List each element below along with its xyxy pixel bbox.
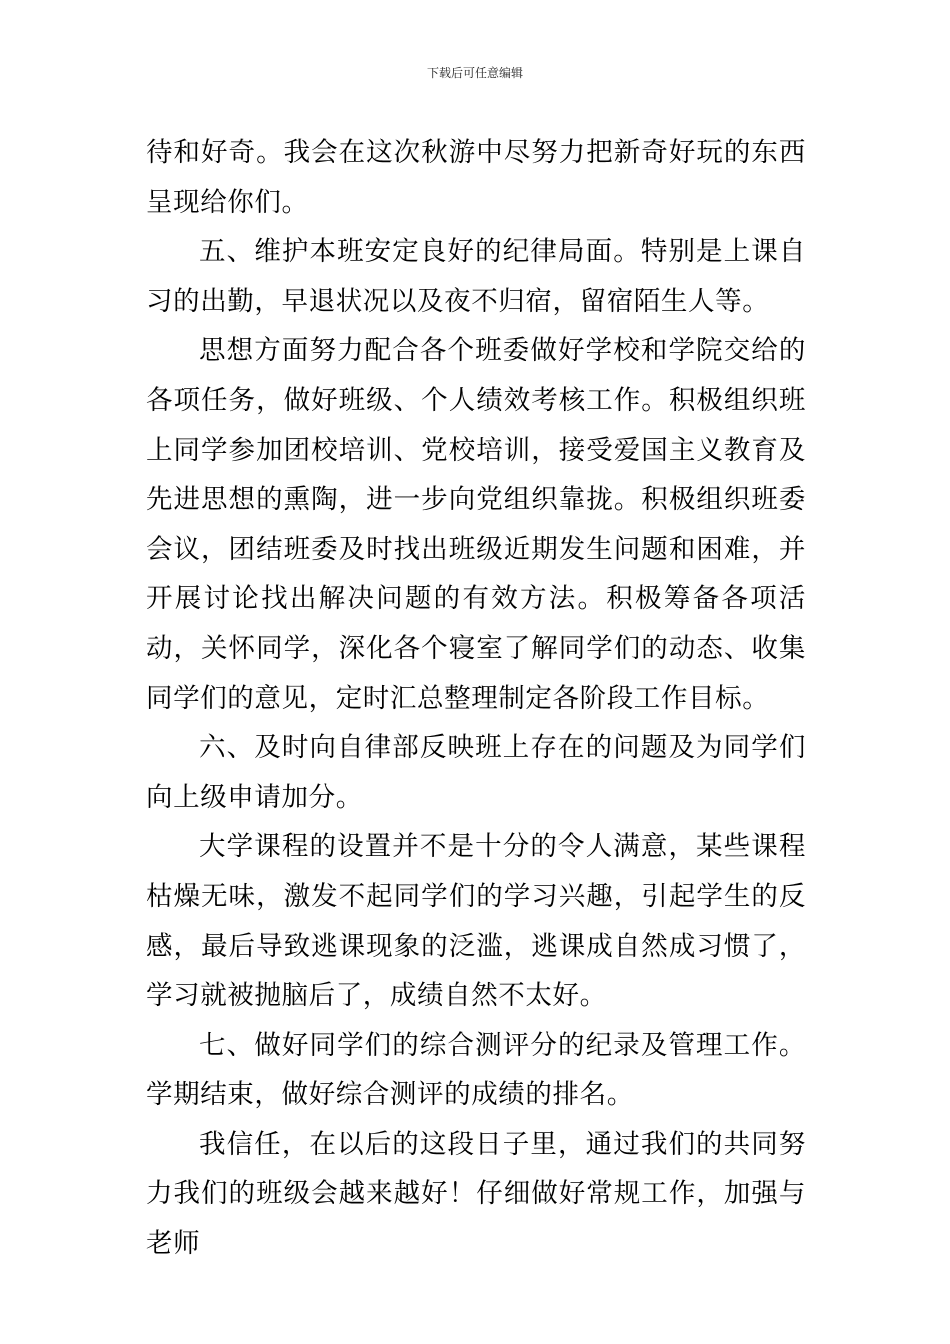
paragraph-courses: 大学课程的设置并不是十分的令人满意，某些课程枯燥无味，激发不起同学们的学习兴趣，引起学生的反感，最后导致逃课现象的泛滥，逃课成自然成习惯了，学习就被抛脑后了，成绩自然不太好。	[146, 831, 806, 1012]
paragraph-item-six: 六、及时向自律部反映班上存在的问题及为同学们向上级申请加分。	[146, 732, 806, 813]
page-header-note: 下载后可任意编辑	[426, 66, 523, 80]
paragraph-continuation: 待和好奇。我会在这次秋游中尽努力把新奇好玩的东西呈现给你们。	[146, 137, 806, 218]
paragraph-item-five: 五、维护本班安定良好的纪律局面。特别是上课自习的出勤，早退状况以及夜不归宿，留宿陌生人等。	[146, 236, 806, 317]
paragraph-ideology: 思想方面努力配合各个班委做好学校和学院交给的各项任务，做好班级、个人绩效考核工作。积极组织班上同学参加团校培训、党校培训，接受爱国主义教育及先进思想的熏陶，进一步向党组织靠拢。积极组织班委会议，团结班委及时找出班级近期发生问题和困难，并开展讨论找出解决问题的有效方法。积极筹备各项活动，关怀同学，深化各个寝室了解同学们的动态、收集同学们的意见，定时汇总整理制定各阶段工作目标。	[146, 335, 806, 714]
paragraph-item-seven: 七、做好同学们的综合测评分的纪录及管理工作。学期结束，做好综合测评的成绩的排名。	[146, 1029, 806, 1111]
document-body	[146, 128, 806, 1269]
paragraph-closing: 我信任，在以后的这段日子里，通过我们的共同努力我们的班级会越来越好！仔细做好常规工作，加强与老师	[146, 1128, 806, 1260]
